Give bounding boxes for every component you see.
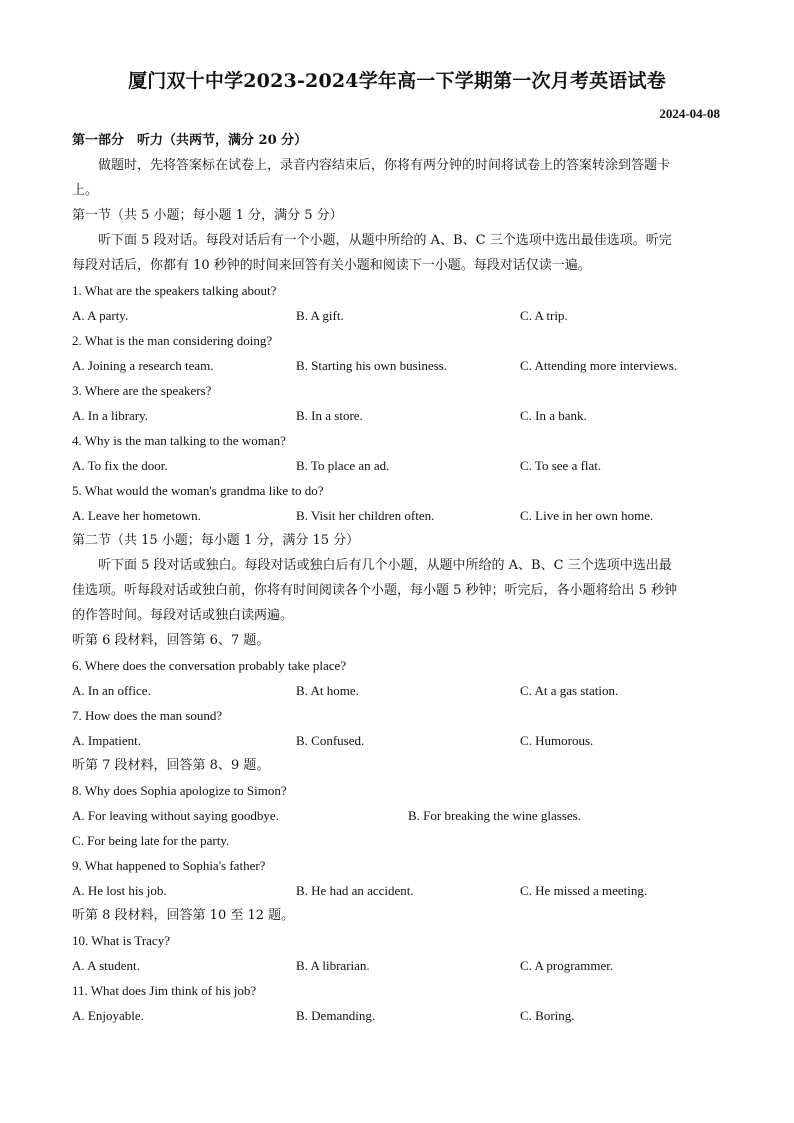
section2-heading: 第二节（共 15 小题；每小题 1 分，满分 15 分） xyxy=(72,533,360,548)
q4-option-c: C. To see a flat. xyxy=(520,458,602,473)
question-1: 1. What are the speakers talking about? xyxy=(72,283,277,298)
q4-option-a: A. To fix the door. xyxy=(72,458,168,473)
material-8-instruction: 听第 8 段材料，回答第 10 至 12 题。 xyxy=(72,908,295,923)
q8-option-b: B. For breaking the wine glasses. xyxy=(408,808,581,823)
q7-option-a: A. Impatient. xyxy=(72,733,141,748)
question-8: 8. Why does Sophia apologize to Simon? xyxy=(72,783,287,798)
section2-intro-line1: 听下面 5 段对话或独白。每段对话或独白后有几个小题，从题中所给的 A、B、C 三个选项中选出最 xyxy=(98,558,672,573)
material-6-instruction: 听第 6 段材料，回答第 6、7 题。 xyxy=(72,633,270,648)
q3-option-b: B. In a store. xyxy=(296,408,363,423)
q1-option-b: B. A gift. xyxy=(296,308,344,323)
exam-title: 厦门双十中学2023-2024学年高一下学期第一次月考英语试卷 xyxy=(128,70,666,92)
q1-option-c: C. A trip. xyxy=(520,308,568,323)
section1-heading: 第一节（共 5 小题；每小题 1 分，满分 5 分） xyxy=(72,208,343,223)
q6-option-a: A. In an office. xyxy=(72,683,151,698)
q2-option-b: B. Starting his own business. xyxy=(296,358,447,373)
q9-option-b: B. He had an accident. xyxy=(296,883,414,898)
q5-option-c: C. Live in her own home. xyxy=(520,508,654,523)
section1-intro-line1: 听下面 5 段对话。每段对话后有一个小题，从题中所给的 A、B、C 三个选项中选出最佳选项。听完 xyxy=(98,233,672,248)
q9-option-a: A. He lost his job. xyxy=(72,883,167,898)
question-9: 9. What happened to Sophia's father? xyxy=(72,858,266,873)
question-4: 4. Why is the man talking to the woman? xyxy=(72,433,286,448)
q10-option-c: C. A programmer. xyxy=(520,958,614,973)
question-2: 2. What is the man considering doing? xyxy=(72,333,273,348)
section1-intro-line2: 每段对话后，你都有 10 秒钟的时间来回答有关小题和阅读下一小题。每段对话仅读一遍。 xyxy=(72,258,591,273)
q9-option-c: C. He missed a meeting. xyxy=(520,883,648,898)
q11-option-b: B. Demanding. xyxy=(296,1008,376,1023)
question-10: 10. What is Tracy? xyxy=(72,933,170,948)
q11-option-c: C. Boring. xyxy=(520,1008,575,1023)
q6-option-c: C. At a gas station. xyxy=(520,683,619,698)
section2-intro-line3: 的作答时间。每段对话或独白读两遍。 xyxy=(72,608,294,623)
part1-intro-line1: 做题时，先将答案标在试卷上，录音内容结束后，你将有两分钟的时间将试卷上的答案转涂到答题卡 xyxy=(98,158,671,173)
exam-date: 2024-04-08 xyxy=(659,106,720,121)
q7-option-c: C. Humorous. xyxy=(520,733,594,748)
q6-option-b: B. At home. xyxy=(296,683,359,698)
q3-option-a: A. In a library. xyxy=(72,408,149,423)
q3-option-c: C. In a bank. xyxy=(520,408,587,423)
question-6: 6. Where does the conversation probably take place? xyxy=(72,658,347,673)
q5-option-a: A. Leave her hometown. xyxy=(72,508,201,523)
q8-option-a: A. For leaving without saying goodbye. xyxy=(72,808,279,823)
q7-option-b: B. Confused. xyxy=(296,733,365,748)
q10-option-a: A. A student. xyxy=(72,958,140,973)
q5-option-b: B. Visit her children often. xyxy=(296,508,435,523)
q10-option-b: B. A librarian. xyxy=(296,958,370,973)
q8-option-c: C. For being late for the party. xyxy=(72,833,230,848)
question-3: 3. Where are the speakers? xyxy=(72,383,212,398)
q2-option-a: A. Joining a research team. xyxy=(72,358,214,373)
q1-option-a: A. A party. xyxy=(72,308,129,323)
q2-option-c: C. Attending more interviews. xyxy=(520,358,678,373)
material-7-instruction: 听第 7 段材料，回答第 8、9 题。 xyxy=(72,758,270,773)
part1-intro-line2: 上。 xyxy=(72,183,99,198)
question-5: 5. What would the woman's grandma like to do? xyxy=(72,483,324,498)
question-7: 7. How does the man sound? xyxy=(72,708,223,723)
q11-option-a: A. Enjoyable. xyxy=(72,1008,144,1023)
q4-option-b: B. To place an ad. xyxy=(296,458,390,473)
section2-intro-line2: 佳选项。听每段对话或独白前，你将有时间阅读各个小题，每小题 5 秒钟；听完后，各小题将给出 5 秒钟 xyxy=(72,583,678,598)
question-11: 11. What does Jim think of his job? xyxy=(72,983,257,998)
part1-heading: 第一部分 听力（共两节，满分 20 分） xyxy=(72,133,308,148)
